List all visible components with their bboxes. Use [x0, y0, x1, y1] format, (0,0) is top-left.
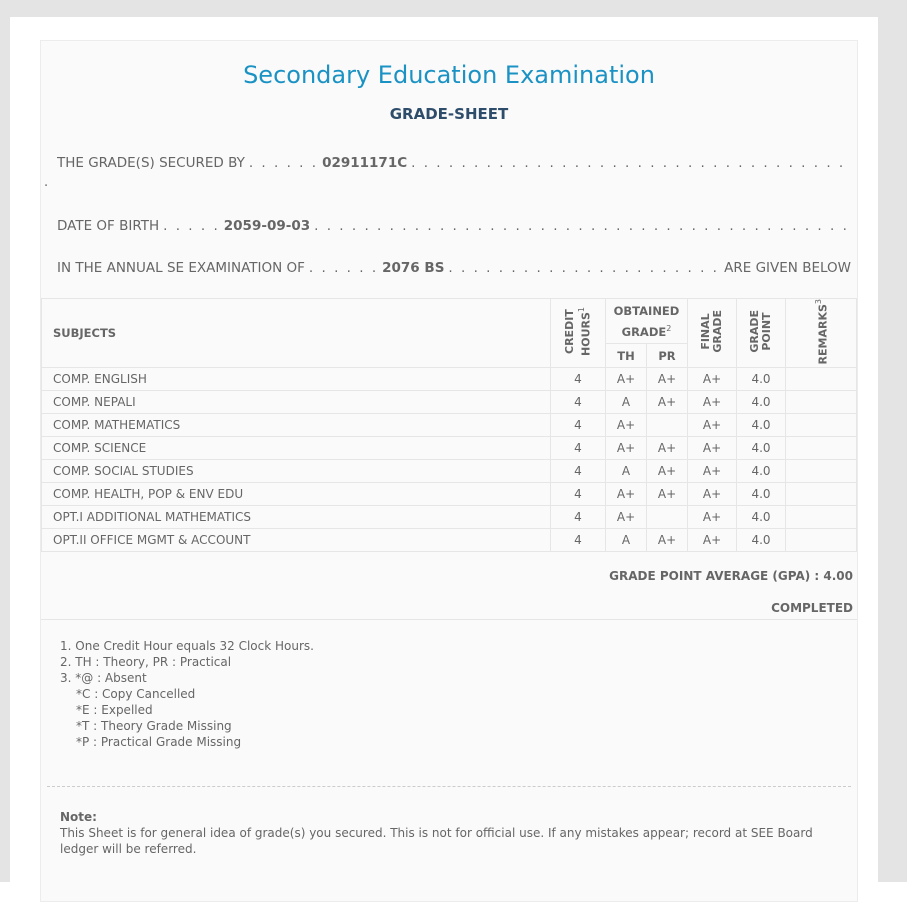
grade-sheet: Secondary Education Examination GRADE-SHEET THE GRADE(S) SECURED BY . . . . . . 02911171C . . . . DATE OF BIRTH . . . . . 2059-09-03 . . . IN THE ANNUAL SE EXAMINATION OF . . . . . . 2076 BS . . . ARE GIVEN BELOW SUBJECTS CREDIT HOURS$^1$ OBTAINED GRADE$^2$ FINAL GRADE GRADE POINT REMARKS$^3$ TH PR COMP. ENGLISH 4 A+ A+ A+ 4.0 COMP. NEPALI 4 A A+ A+ 4.0 COMP. MATHEMATICS 4 A+ A+ 4.0 COMP. SCIENCE 4 A+ A+ A+ 4.0 COMP. SOCIAL STUDIES 4 A A+ A+ 4.0 COMP. HEALTH, POP & ENV EDU 4 A+ A+ A+ 4.0 OPT.I ADDITIONAL MATHEMATICS 4 A+ A+ 4.0 OPT.II OFFICE MGMT & ACCOUNT 4 A A+ A+ 4.0 GRADE POINT AVERAGE (GPA) : 4.00 COMPLETED 1. One Credit Hour equals 32 Clock Hours. 2. TH : Theory, PR : Practical 3. *@ : Absent *C : Copy Cancelled *E : Expelled *T : Theory Grade Missing *P : Practical Grade Missing Note: This Sheet is for general idea of grade(s) you secured. This is not for official use. If any mistakes appear; record at SEE Board ledger will be referred.: [40, 40, 858, 902]
final-grade-cell: A+: [688, 529, 737, 552]
grade-point-cell: 4.0: [737, 460, 786, 483]
subject-cell: COMP. HEALTH, POP & ENV EDU: [42, 483, 551, 506]
exam-year: 2076 BS: [382, 260, 445, 276]
exam-label: IN THE ANNUAL SE EXAMINATION OF: [57, 260, 305, 276]
theory-grade-cell: A+: [606, 437, 647, 460]
practical-grade-cell: A+: [647, 483, 688, 506]
note-text: This Sheet is for general idea of grade(s) you secured. This is not for official use. If any mistakes appear; record at SEE Board ledger will be referred.: [60, 826, 813, 856]
remarks-cell: [786, 368, 857, 391]
exam-line: IN THE ANNUAL SE EXAMINATION OF . . . . . . 2076 BS . . . ARE GIVEN BELOW: [57, 260, 851, 276]
remarks-cell: [786, 529, 857, 552]
practical-grade-cell: A+: [647, 460, 688, 483]
theory-grade-cell: A+: [606, 506, 647, 529]
grade-point-cell: 4.0: [737, 437, 786, 460]
grades-table: [41, 298, 857, 552]
dob-label: DATE OF BIRTH: [57, 218, 160, 234]
credit-cell: 4: [551, 368, 606, 391]
footnote: *T : Theory Grade Missing: [76, 719, 232, 733]
final-grade-cell: A+: [688, 414, 737, 437]
table-row: [42, 483, 857, 506]
final-grade-cell: A+: [688, 483, 737, 506]
symbol-number: 02911171C: [322, 155, 408, 171]
remarks-cell: [786, 391, 857, 414]
subject-cell: COMP. SCIENCE: [42, 437, 551, 460]
credit-cell: 4: [551, 391, 606, 414]
final-grade-cell: A+: [688, 460, 737, 483]
subject-cell: COMP. ENGLISH: [42, 368, 551, 391]
dob-value: 2059-09-03: [223, 218, 311, 234]
theory-grade-cell: A: [606, 391, 647, 414]
table-row: [42, 529, 857, 552]
page: [10, 17, 878, 897]
theory-grade-cell: A: [606, 529, 647, 552]
grade-point-cell: 4.0: [737, 529, 786, 552]
subject-cell: COMP. MATHEMATICS: [42, 414, 551, 437]
credit-cell: 4: [551, 437, 606, 460]
note-label: Note:: [60, 810, 97, 824]
practical-grade-cell: A+: [647, 529, 688, 552]
subject-cell: COMP. NEPALI: [42, 391, 551, 414]
final-grade-cell: A+: [688, 368, 737, 391]
final-grade-cell: A+: [688, 391, 737, 414]
footnote: 2. TH : Theory, PR : Practical: [60, 655, 232, 669]
remarks-cell: [786, 414, 857, 437]
table-row: [42, 437, 857, 460]
header-obtained-grade: OBTAINED GRADE$^2$: [606, 299, 688, 344]
subject-cell: COMP. SOCIAL STUDIES: [42, 460, 551, 483]
status: COMPLETED: [771, 601, 853, 615]
credit-cell: 4: [551, 483, 606, 506]
header-subjects: SUBJECTS: [42, 299, 551, 368]
exam-title: Secondary Education Examination: [243, 61, 655, 89]
subject-cell: OPT.I ADDITIONAL MATHEMATICS: [42, 506, 551, 529]
practical-grade-cell: A+: [647, 391, 688, 414]
gpa: GRADE POINT AVERAGE (GPA) : 4.00: [609, 569, 853, 583]
footnote: *E : Expelled: [76, 703, 153, 717]
practical-grade-cell: [647, 414, 688, 437]
theory-grade-cell: A+: [606, 483, 647, 506]
footnote: 3. *@ : Absent: [60, 671, 147, 685]
header-credit-hours: CREDIT HOURS$^1$: [551, 299, 606, 368]
header-th: TH: [606, 344, 647, 368]
practical-grade-cell: A+: [647, 437, 688, 460]
final-grade-cell: A+: [688, 437, 737, 460]
secured-by-label: THE GRADE(S) SECURED BY: [57, 155, 245, 171]
header-remarks: REMARKS$^3$: [786, 299, 857, 368]
grade-point-cell: 4.0: [737, 506, 786, 529]
grade-point-cell: 4.0: [737, 414, 786, 437]
note: [60, 809, 837, 857]
remarks-cell: [786, 460, 857, 483]
practical-grade-cell: A+: [647, 368, 688, 391]
header-pr: PR: [647, 344, 688, 368]
grade-point-cell: 4.0: [737, 391, 786, 414]
credit-cell: 4: [551, 460, 606, 483]
theory-grade-cell: A+: [606, 414, 647, 437]
divider: [47, 786, 851, 787]
grade-point-cell: 4.0: [737, 368, 786, 391]
remarks-cell: [786, 483, 857, 506]
table-row: [42, 414, 857, 437]
credit-cell: 4: [551, 506, 606, 529]
grade-point-cell: 4.0: [737, 483, 786, 506]
credit-cell: 4: [551, 414, 606, 437]
credit-cell: 4: [551, 529, 606, 552]
final-grade-cell: A+: [688, 506, 737, 529]
footnote: *P : Practical Grade Missing: [76, 735, 242, 749]
footnote: 1. One Credit Hour equals 32 Clock Hours.: [60, 639, 314, 653]
theory-grade-cell: A+: [606, 368, 647, 391]
table-row: [42, 506, 857, 529]
subject-cell: OPT.II OFFICE MGMT & ACCOUNT: [42, 529, 551, 552]
practical-grade-cell: [647, 506, 688, 529]
header-final-grade: FINAL GRADE: [688, 299, 737, 368]
given-below: ARE GIVEN BELOW: [724, 260, 851, 276]
footnotes: [41, 619, 857, 750]
table-row: [42, 391, 857, 414]
theory-grade-cell: A: [606, 460, 647, 483]
table-row: [42, 460, 857, 483]
sheet-subtitle: GRADE-SHEET: [389, 105, 509, 123]
secured-by-line: THE GRADE(S) SECURED BY . . . . . . 02911171C . . .: [57, 155, 851, 171]
table-row: [42, 368, 857, 391]
footnote: *C : Copy Cancelled: [76, 687, 196, 701]
remarks-cell: [786, 506, 857, 529]
header-grade-point: GRADE POINT: [737, 299, 786, 368]
remarks-cell: [786, 437, 857, 460]
dob-line: DATE OF BIRTH . . . . . 2059-09-03 . . .: [57, 218, 851, 234]
